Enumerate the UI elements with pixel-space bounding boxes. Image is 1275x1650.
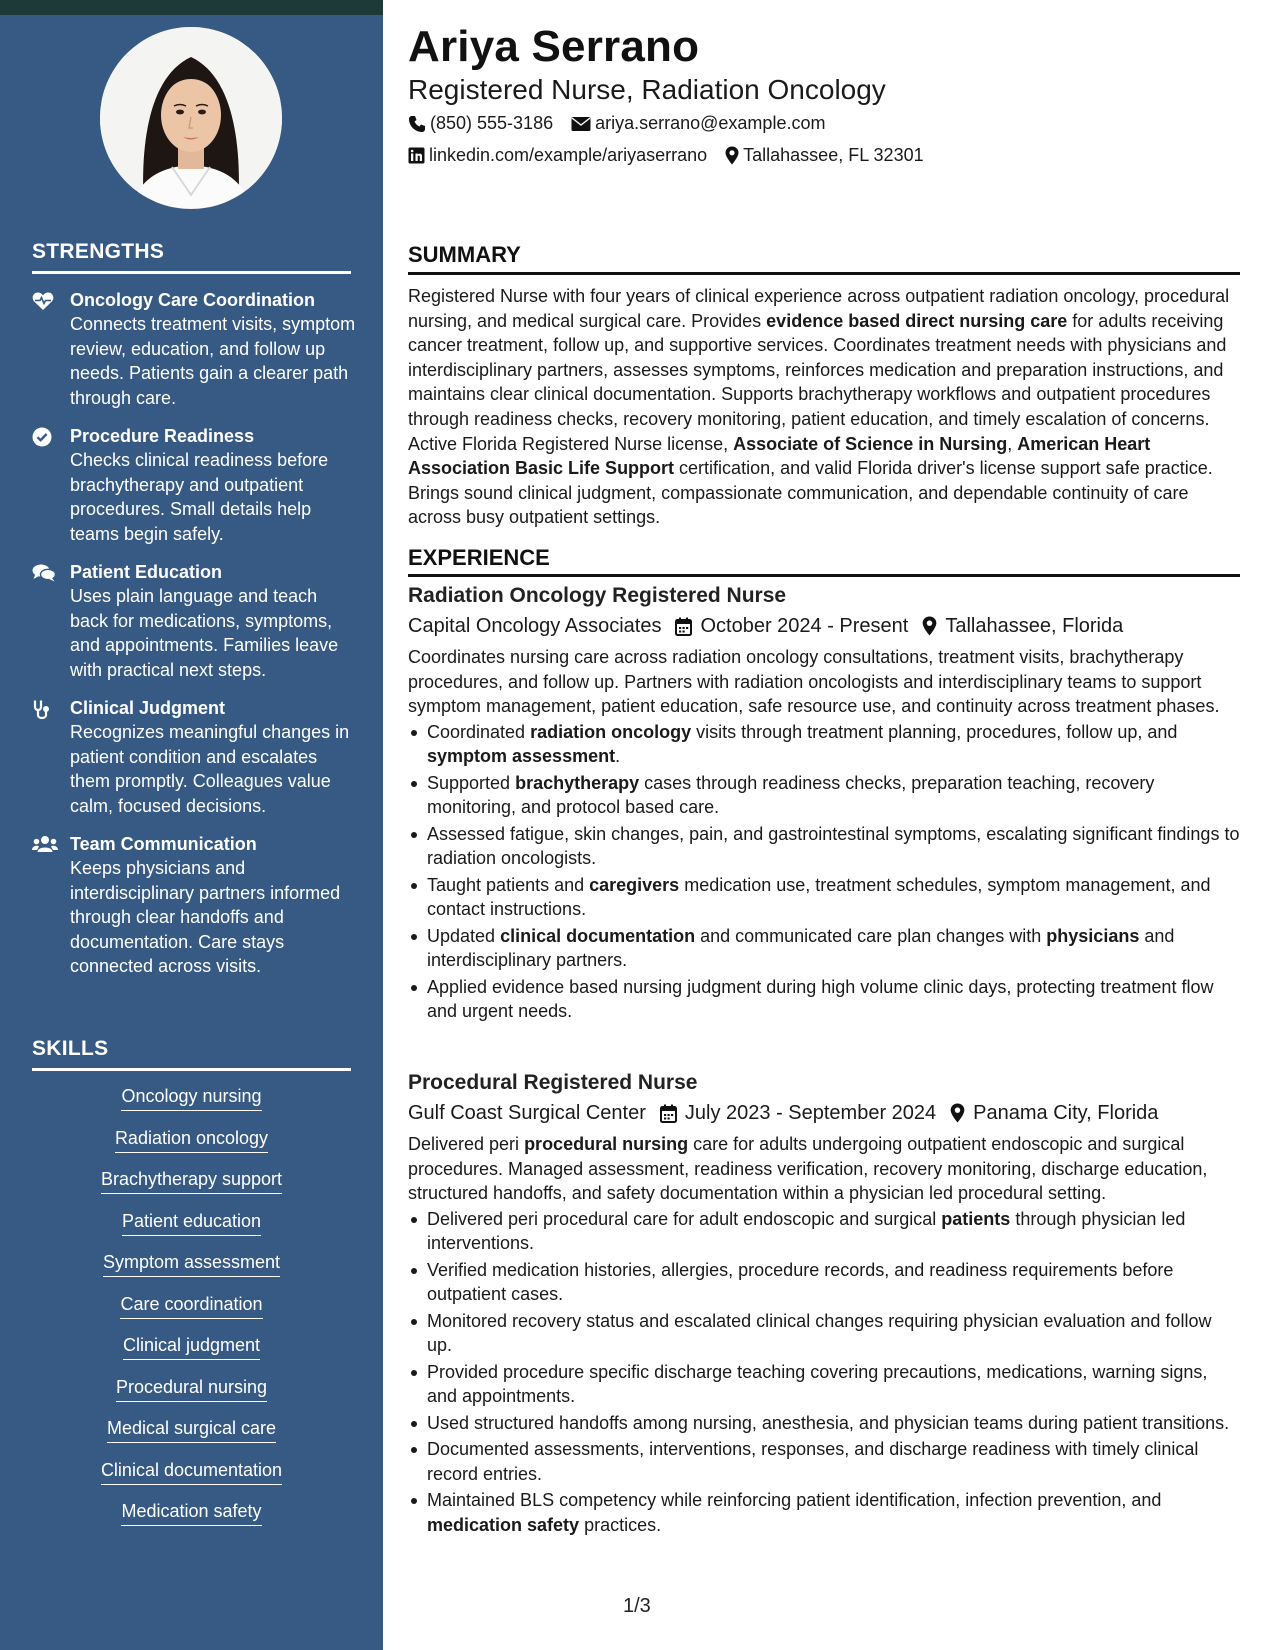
candidate-headline: Registered Nurse, Radiation Oncology <box>408 74 886 105</box>
summary-emphasis: Associate of Science in Nursing <box>733 433 1008 454</box>
experience-title: EXPERIENCE <box>408 545 550 570</box>
job-bullet-text: Updated <box>427 925 501 946</box>
job-bullet-emphasis: clinical documentation <box>500 925 696 946</box>
comments-icon <box>32 560 70 583</box>
job-dates: October 2024 - Present <box>700 615 909 637</box>
calendar-icon <box>646 1104 685 1123</box>
contact-location <box>725 145 923 166</box>
map-marker-icon <box>725 146 743 165</box>
skill-item: Symptom assessment <box>103 1250 280 1277</box>
map-marker-icon <box>936 1103 973 1123</box>
job-bullet-emphasis: symptom assessment <box>427 746 616 766</box>
sidebar-top-bar <box>0 0 383 15</box>
phone-icon <box>408 115 430 133</box>
job-description-text: Coordinates nursing care across radiation oncology consultations, treatment visits, brachytherapy procedures, and follow up. Partners with radiation oncologists and interdisciplinary teams to support symptom management, patient education, safe resource use, and continuity across treatment phases. <box>408 647 1220 716</box>
skill-item: Medical surgical care <box>107 1416 276 1443</box>
strength-text: Connects treatment visits, symptom review, education, and follow up needs. Patients gain a clearer path through care. <box>70 314 356 408</box>
page-number: 1/3 <box>623 1595 651 1617</box>
job-bullet-text: Documented assessments, interventions, responses, and discharge readiness with timely clinical record entries. <box>427 1439 1199 1484</box>
job-bullet <box>408 1360 1240 1409</box>
skills-title: SKILLS <box>32 1037 109 1060</box>
job-description-emphasis: procedural nursing <box>524 1134 689 1154</box>
job-bullet-emphasis: patients <box>941 1208 1011 1229</box>
job-bullet <box>408 822 1240 871</box>
job-bullet <box>408 1437 1240 1486</box>
job-entry <box>408 1068 1240 1539</box>
contact-row <box>408 113 843 134</box>
job-bullet-emphasis: physicians <box>1046 925 1140 946</box>
strength-text: Uses plain language and teach back for medications, symptoms, and appointments. Families leave with practical next steps. <box>70 586 339 680</box>
job-bullet-text: Coordinated <box>427 721 531 742</box>
job-bullet-text: practices. <box>579 1514 662 1535</box>
summary-text: , <box>1007 433 1018 454</box>
contact-email[interactable] <box>571 113 825 134</box>
sidebar <box>0 0 383 1650</box>
job-bullet-emphasis: medication safety <box>427 1514 580 1535</box>
job-bullet-text: Used structured handoffs among nursing, anesthesia, and physician teams during patient transitions. <box>427 1412 1230 1433</box>
job-bullet-text: . <box>615 746 621 766</box>
strengths-list <box>32 288 357 993</box>
job-meta <box>408 611 1240 641</box>
job-bullets <box>408 1207 1240 1538</box>
job-bullet-text: and interdisciplinary partners. <box>427 925 1175 970</box>
strength-title: Team Communication <box>70 834 257 854</box>
candidate-name: Ariya Serrano <box>408 22 700 71</box>
calendar-icon <box>661 617 700 636</box>
strength-text: Keeps physicians and interdisciplinary partners informed through clear handoffs and documentation. Care stays connected across visits. <box>70 858 341 976</box>
job-bullet-text: visits through treatment planning, procedures, follow up, and <box>691 721 1178 742</box>
linkedin-icon <box>408 147 429 164</box>
heartbeat-icon <box>32 288 70 311</box>
job-bullet-text: Monitored recovery status and escalated clinical changes requiring physician evaluation and follow up. <box>427 1310 1212 1355</box>
job-bullet <box>408 924 1240 973</box>
job-bullet-text: Applied evidence based nursing judgment during high volume clinic days, protecting treatment flow and urgent needs. <box>427 976 1214 1021</box>
job-bullet <box>408 1488 1240 1537</box>
job-description <box>408 645 1240 719</box>
strengths-title: STRENGTHS <box>32 240 165 263</box>
skill-item: Medication safety <box>121 1499 261 1526</box>
strength-item <box>32 560 357 682</box>
job-bullet <box>408 720 1240 769</box>
job-bullet-text: and communicated care plan changes with <box>695 925 1047 946</box>
skill-item: Brachytherapy support <box>101 1167 282 1194</box>
job-bullet <box>408 975 1240 1024</box>
strength-item <box>32 424 357 546</box>
summary-title: SUMMARY <box>408 242 521 267</box>
skill-item: Oncology nursing <box>121 1084 261 1111</box>
job-bullet-emphasis: brachytherapy <box>515 772 640 793</box>
skill-item: Clinical judgment <box>123 1333 260 1360</box>
job-company: Gulf Coast Surgical Center <box>408 1102 646 1124</box>
job-bullet-text: through physician led interventions. <box>427 1208 1186 1253</box>
job-meta <box>408 1098 1240 1128</box>
skill-item: Radiation oncology <box>115 1126 268 1153</box>
skill-item: Patient education <box>122 1209 261 1236</box>
strength-text: Recognizes meaningful changes in patient condition and escalates them promptly. Colleagues value calm, focused decisions. <box>70 722 350 816</box>
skills-rule <box>32 1068 351 1071</box>
strength-title: Procedure Readiness <box>70 426 255 446</box>
strength-title: Patient Education <box>70 562 223 582</box>
job-bullet-text: cases through readiness checks, preparation teaching, recovery monitoring, and protocol based care. <box>427 772 1155 817</box>
envelope-icon <box>571 116 595 132</box>
job-bullet <box>408 1309 1240 1358</box>
job-title: Procedural Registered Nurse <box>408 1071 698 1094</box>
job-bullet-emphasis: radiation oncology <box>530 721 692 742</box>
job-bullet-text: medication use, treatment schedules, symptom management, and contact instructions. <box>427 874 1211 919</box>
strength-text: Checks clinical readiness before brachytherapy and outpatient procedures. Small details help teams begin safely. <box>70 450 329 544</box>
job-location: Tallahassee, Florida <box>945 615 1124 637</box>
job-bullets <box>408 720 1240 1024</box>
summary-text: for adults receiving cancer treatment, follow up, and supportive services. Coordinates treatment needs with physicians and interdisciplinary partners, assesses symptoms, reinforces medication and preparation instructions, and maintains clear clinical documentation. Supports brachytherapy workflows and outpatient procedures through readiness checks, recovery monitoring, patient education, and timely escalation of concerns. Active Florida Registered Nurse license, <box>408 310 1227 454</box>
job-location: Panama City, Florida <box>973 1102 1159 1124</box>
strengths-rule <box>32 271 351 274</box>
job-bullet <box>408 873 1240 922</box>
job-bullet-text: Assessed fatigue, skin changes, pain, and gastrointestinal symptoms, escalating significant findings to radiation oncologists. <box>427 823 1240 868</box>
job-bullet-text: Delivered peri procedural care for adult endoscopic and surgical <box>427 1208 942 1229</box>
contact-linkedin[interactable] <box>408 145 707 166</box>
avatar <box>100 27 282 209</box>
location-text: Tallahassee, FL 32301 <box>743 145 924 165</box>
phone-text: (850) 555-3186 <box>430 113 554 133</box>
job-bullet <box>408 1207 1240 1256</box>
check-circle-icon <box>32 424 70 447</box>
strength-item <box>32 288 357 410</box>
strength-item <box>32 696 357 818</box>
job-description-text: care for adults undergoing outpatient endoscopic and surgical procedures. Managed assessment, readiness verification, recovery monitoring, discharge education, structured handoffs, and safety documentation within a physician led procedural setting. <box>408 1134 1208 1203</box>
users-icon <box>32 832 70 853</box>
experience-rule <box>408 574 1240 577</box>
strength-title: Clinical Judgment <box>70 698 226 718</box>
job-bullet-text: Taught patients and <box>427 874 590 895</box>
skills-list <box>32 1084 351 1541</box>
job-bullet-text: Supported <box>427 772 516 793</box>
job-bullet-emphasis: caregivers <box>589 874 680 895</box>
job-dates: July 2023 - September 2024 <box>684 1102 937 1124</box>
skill-item: Clinical documentation <box>101 1458 282 1485</box>
job-title: Radiation Oncology Registered Nurse <box>408 584 787 607</box>
summary-text <box>408 284 1240 530</box>
summary-rule <box>408 272 1240 275</box>
job-bullet-text: Maintained BLS competency while reinforcing patient identification, infection prevention, and <box>427 1490 1162 1510</box>
skill-item: Procedural nursing <box>116 1375 267 1402</box>
job-description <box>408 1132 1240 1206</box>
job-entry <box>408 581 1240 1026</box>
summary-text: certification, and valid Florida driver's license support safe practice. Brings sound clinical judgment, compassionate communication, and dependable continuity of care across busy outpatient settings. <box>408 458 1213 528</box>
job-bullet-text: Provided procedure specific discharge teaching covering precautions, medications, warning signs, and appointments. <box>427 1361 1208 1406</box>
job-bullet-text: Verified medication histories, allergies, procedure records, and readiness requirements before outpatient cases. <box>427 1259 1174 1304</box>
job-bullet <box>408 1411 1240 1436</box>
strength-title: Oncology Care Coordination <box>70 290 316 310</box>
summary-emphasis: American Heart Association Basic Life Support <box>408 433 1151 479</box>
map-marker-icon <box>908 616 945 636</box>
email-text: ariya.serrano@example.com <box>595 113 826 133</box>
linkedin-text: linkedin.com/example/ariyaserrano <box>429 145 708 165</box>
stethoscope-icon <box>32 696 70 721</box>
strength-item <box>32 832 357 979</box>
job-bullet <box>408 1258 1240 1307</box>
summary-emphasis: evidence based direct nursing care <box>766 310 1068 331</box>
contact-phone[interactable] <box>408 113 553 134</box>
job-company: Capital Oncology Associates <box>408 615 662 637</box>
contact-row-2 <box>408 145 942 166</box>
skill-item: Care coordination <box>120 1292 262 1319</box>
job-bullet <box>408 771 1240 820</box>
job-description-text: Delivered peri <box>408 1134 525 1154</box>
summary-text: Registered Nurse with four years of clinical experience across outpatient radiation oncology, procedural nursing, and medical surgical care. Provides <box>408 286 1230 331</box>
